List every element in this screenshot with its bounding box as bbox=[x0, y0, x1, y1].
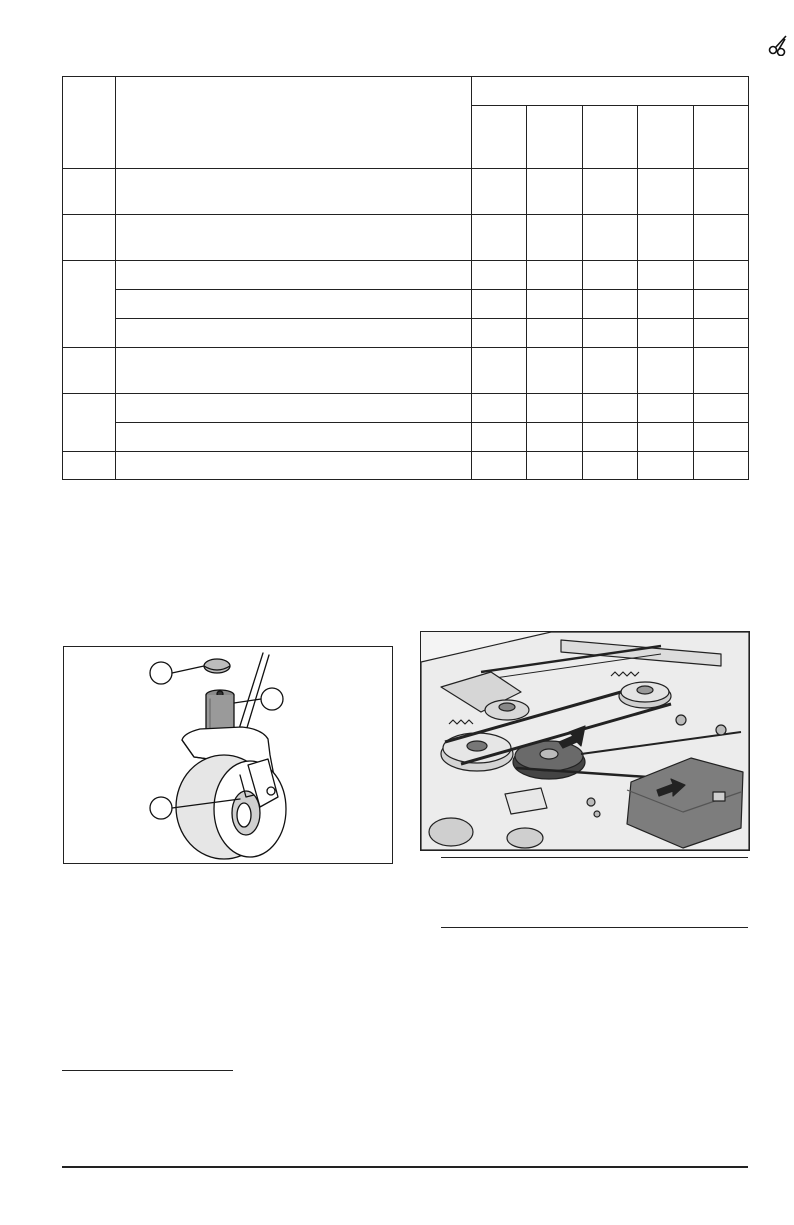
interval-cell bbox=[693, 261, 748, 290]
interval-cell bbox=[527, 423, 582, 452]
table-header-row bbox=[63, 77, 749, 106]
header-interval-cell bbox=[582, 106, 637, 169]
interval-cell bbox=[582, 423, 637, 452]
interval-cell bbox=[472, 290, 527, 319]
header-item-cell bbox=[63, 77, 116, 169]
description-cell bbox=[116, 423, 472, 452]
interval-cell bbox=[638, 348, 693, 394]
header-interval-cell bbox=[527, 106, 582, 169]
interval-cell bbox=[693, 394, 748, 423]
interval-cell bbox=[582, 348, 637, 394]
item-number-cell bbox=[63, 261, 116, 348]
interval-cell bbox=[527, 394, 582, 423]
interval-cell bbox=[527, 169, 582, 215]
item-number-cell bbox=[63, 215, 116, 261]
interval-cell bbox=[638, 319, 693, 348]
interval-cell bbox=[527, 319, 582, 348]
description-cell bbox=[116, 348, 472, 394]
interval-cell bbox=[693, 319, 748, 348]
header-description-cell bbox=[116, 77, 472, 169]
interval-cell bbox=[472, 319, 527, 348]
interval-cell bbox=[693, 290, 748, 319]
table-row bbox=[63, 319, 749, 348]
interval-cell bbox=[693, 348, 748, 394]
scissors-icon bbox=[768, 34, 790, 56]
maintenance-schedule-table bbox=[62, 76, 749, 480]
footer-divider bbox=[62, 1166, 748, 1168]
caster-wheel-figure bbox=[63, 646, 393, 864]
item-number-cell bbox=[63, 394, 116, 452]
table-row bbox=[63, 215, 749, 261]
header-interval-cell bbox=[638, 106, 693, 169]
table-row bbox=[63, 452, 749, 480]
interval-cell bbox=[638, 423, 693, 452]
interval-cell bbox=[638, 169, 693, 215]
interval-cell bbox=[472, 215, 527, 261]
interval-cell bbox=[527, 348, 582, 394]
header-interval-cell bbox=[693, 106, 748, 169]
header-interval-cell bbox=[472, 106, 527, 169]
mower-deck-belt-photo bbox=[421, 632, 749, 850]
interval-cell bbox=[638, 452, 693, 480]
interval-cell bbox=[472, 452, 527, 480]
interval-cell bbox=[582, 290, 637, 319]
interval-cell bbox=[527, 261, 582, 290]
interval-cell bbox=[527, 290, 582, 319]
interval-cell bbox=[693, 215, 748, 261]
interval-cell bbox=[527, 215, 582, 261]
interval-cell bbox=[693, 452, 748, 480]
mower-deck-belt-figure bbox=[420, 631, 750, 851]
description-cell bbox=[116, 394, 472, 423]
note-top-divider bbox=[441, 857, 748, 858]
caster-wheel-illustration bbox=[64, 647, 392, 863]
table-row bbox=[63, 394, 749, 423]
table-row bbox=[63, 261, 749, 290]
description-cell bbox=[116, 169, 472, 215]
interval-cell bbox=[472, 348, 527, 394]
interval-cell bbox=[527, 452, 582, 480]
interval-cell bbox=[582, 261, 637, 290]
item-number-cell bbox=[63, 348, 116, 394]
interval-cell bbox=[582, 319, 637, 348]
item-number-cell bbox=[63, 452, 116, 480]
description-cell bbox=[116, 215, 472, 261]
description-cell bbox=[116, 319, 472, 348]
interval-cell bbox=[638, 215, 693, 261]
header-interval-group-cell bbox=[472, 77, 749, 106]
interval-cell bbox=[582, 215, 637, 261]
interval-cell bbox=[638, 261, 693, 290]
footnote-divider bbox=[62, 1070, 233, 1071]
table-row bbox=[63, 348, 749, 394]
interval-cell bbox=[638, 394, 693, 423]
interval-cell bbox=[582, 394, 637, 423]
interval-cell bbox=[693, 169, 748, 215]
description-cell bbox=[116, 452, 472, 480]
interval-cell bbox=[638, 290, 693, 319]
interval-cell bbox=[472, 423, 527, 452]
interval-cell bbox=[582, 169, 637, 215]
item-number-cell bbox=[63, 169, 116, 215]
interval-cell bbox=[582, 452, 637, 480]
table-row bbox=[63, 290, 749, 319]
table-row bbox=[63, 169, 749, 215]
interval-cell bbox=[472, 394, 527, 423]
interval-cell bbox=[472, 261, 527, 290]
interval-cell bbox=[693, 423, 748, 452]
description-cell bbox=[116, 261, 472, 290]
table-row bbox=[63, 423, 749, 452]
description-cell bbox=[116, 290, 472, 319]
note-bottom-divider bbox=[441, 927, 748, 928]
interval-cell bbox=[472, 169, 527, 215]
